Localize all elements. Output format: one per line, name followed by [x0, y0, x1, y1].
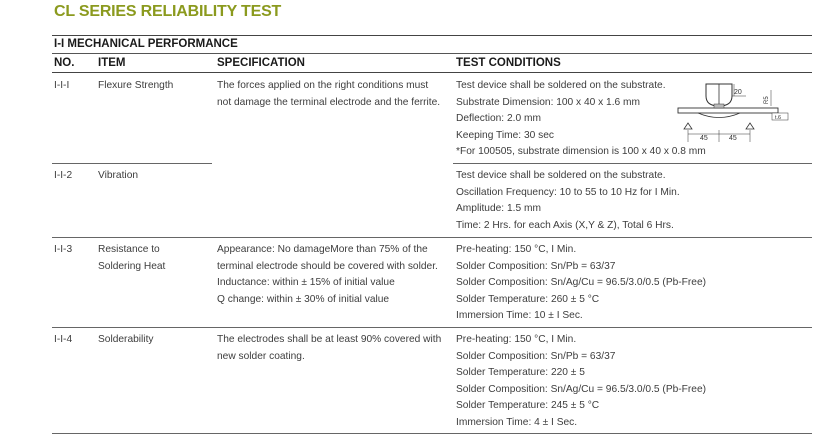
section-header	[52, 35, 812, 54]
row-3-spec	[217, 242, 438, 308]
row-4-cond-line-6: Immersion Time: 4 ± I Sec.	[456, 416, 578, 428]
row-4-cond-line-4: Solder Composition: Sn/Ag/Cu = 96.5/3.0/0.5 (Pb-Free)	[456, 383, 707, 395]
flexure-test-diagram	[674, 82, 792, 144]
row-3-item-line-2: Soldering Heat	[98, 260, 166, 272]
row-4-no: I-I-4	[54, 334, 73, 345]
row-2-item-line-1: Vibration	[98, 170, 139, 181]
row-3-spec-line-4: Q change: within ± 30% of initial value	[217, 293, 390, 305]
row-3-conditions	[456, 242, 706, 325]
row-4-cond-line-2: Solder Composition: Sn/Pb = 63/37	[456, 350, 616, 362]
row-3-cond-line-5: Immersion Time: 10 ± I Sec.	[456, 310, 583, 321]
row-1-item-line-1: Flexure Strength	[98, 80, 174, 91]
row-4-cond-line-1: Pre-heating: 150 °C, I Min.	[456, 334, 577, 345]
row-4-item-line-1: Solderability	[98, 334, 154, 345]
row-3-cond-line-3: Solder Composition: Sn/Ag/Cu = 96.5/3.0/0.5 (Pb-Free)	[456, 277, 707, 288]
header-test-conditions: TEST CONDITIONS	[456, 57, 561, 69]
row-3-no: I-I-3	[54, 244, 73, 255]
row-4-conditions	[456, 332, 706, 431]
dim-top: 20	[734, 89, 742, 96]
row-3-spec-line-1: Appearance: No damageMore than 75% of the	[217, 244, 428, 255]
row-3-cond-line-4: Solder Temperature: 260 ± 5 °C	[456, 293, 600, 305]
row-3-item	[98, 242, 165, 275]
row-1-conditions	[456, 78, 706, 161]
row-2-item	[98, 168, 138, 185]
row-4-spec	[217, 332, 441, 365]
row-3-spec-line-3: Inductance: within ± 15% of initial value	[217, 277, 395, 288]
row-3-spec-line-2: terminal electrode should be covered with solder.	[217, 260, 438, 272]
row-4-cond-line-3: Solder Temperature: 220 ± 5	[456, 367, 585, 378]
row-4-spec-line-2: new solder coating.	[217, 350, 305, 362]
row-2-divider	[52, 237, 812, 238]
row-1-divider-right	[453, 163, 812, 164]
dim-span-right: 45	[729, 135, 737, 142]
row-1-cond-line-4: Keeping Time: 30 sec	[456, 129, 554, 141]
dim-span-left: 45	[700, 135, 708, 142]
row-1-no: I-I-I	[54, 80, 70, 91]
row-2-cond-line-2: Oscillation Frequency: 10 to 55 to 10 Hz for I Min.	[456, 186, 680, 198]
page-title: CL SERIES RELIABILITY TEST	[54, 3, 282, 20]
row-1-cond-line-5: *For 100505, substrate dimension is 100 x 40 x 0.8 mm	[456, 146, 706, 157]
row-2-conditions	[456, 168, 680, 234]
row-1-spec-line-1: The forces applied on the right conditions must	[217, 80, 429, 91]
row-1-cond-line-1: Test device shall be soldered on the substrate.	[456, 80, 666, 91]
row-1-spec-line-2: not damage the terminal electrode and the ferrite.	[217, 96, 441, 108]
row-3-divider	[52, 327, 812, 328]
row-4-spec-line-1: The electrodes shall be at least 90% covered with	[217, 334, 442, 345]
row-1-cond-line-3: Deflection: 2.0 mm	[456, 113, 541, 124]
row-2-cond-line-1: Test device shall be soldered on the substrate.	[456, 170, 666, 181]
header-specification: SPECIFICATION	[217, 57, 305, 69]
header-item: ITEM	[98, 57, 126, 69]
row-2-cond-line-3: Amplitude: 1.5 mm	[456, 203, 541, 214]
press-jig-icon	[706, 84, 732, 106]
section-title: I-I MECHANICAL PERFORMANCE	[54, 38, 238, 50]
header-divider	[52, 72, 812, 73]
row-3-cond-line-2: Solder Composition: Sn/Pb = 63/37	[456, 260, 616, 272]
support-right-icon	[746, 123, 754, 129]
row-4-cond-line-5: Solder Temperature: 245 ± 5 °C	[456, 400, 600, 411]
row-1-item	[98, 78, 173, 95]
header-no: NO.	[54, 57, 75, 69]
table-bottom-divider	[52, 433, 812, 434]
row-1-cond-line-2: Substrate Dimension: 100 x 40 x 1.6 mm	[456, 96, 641, 108]
row-3-item-line-1: Resistance to	[98, 244, 160, 255]
row-1-spec	[217, 78, 440, 111]
row-3-cond-line-1: Pre-heating: 150 °C, I Min.	[456, 244, 577, 255]
dim-thickness: t.6	[775, 115, 782, 121]
row-1-divider-left	[52, 163, 212, 164]
row-2-cond-line-4: Time: 2 Hrs. for each Axis (X,Y & Z), Total 6 Hrs.	[456, 219, 674, 231]
dim-radius: R5	[764, 96, 770, 104]
support-left-icon	[684, 123, 692, 129]
row-4-item	[98, 332, 154, 349]
row-2-no: I-I-2	[54, 170, 73, 181]
substrate-icon	[678, 104, 778, 118]
